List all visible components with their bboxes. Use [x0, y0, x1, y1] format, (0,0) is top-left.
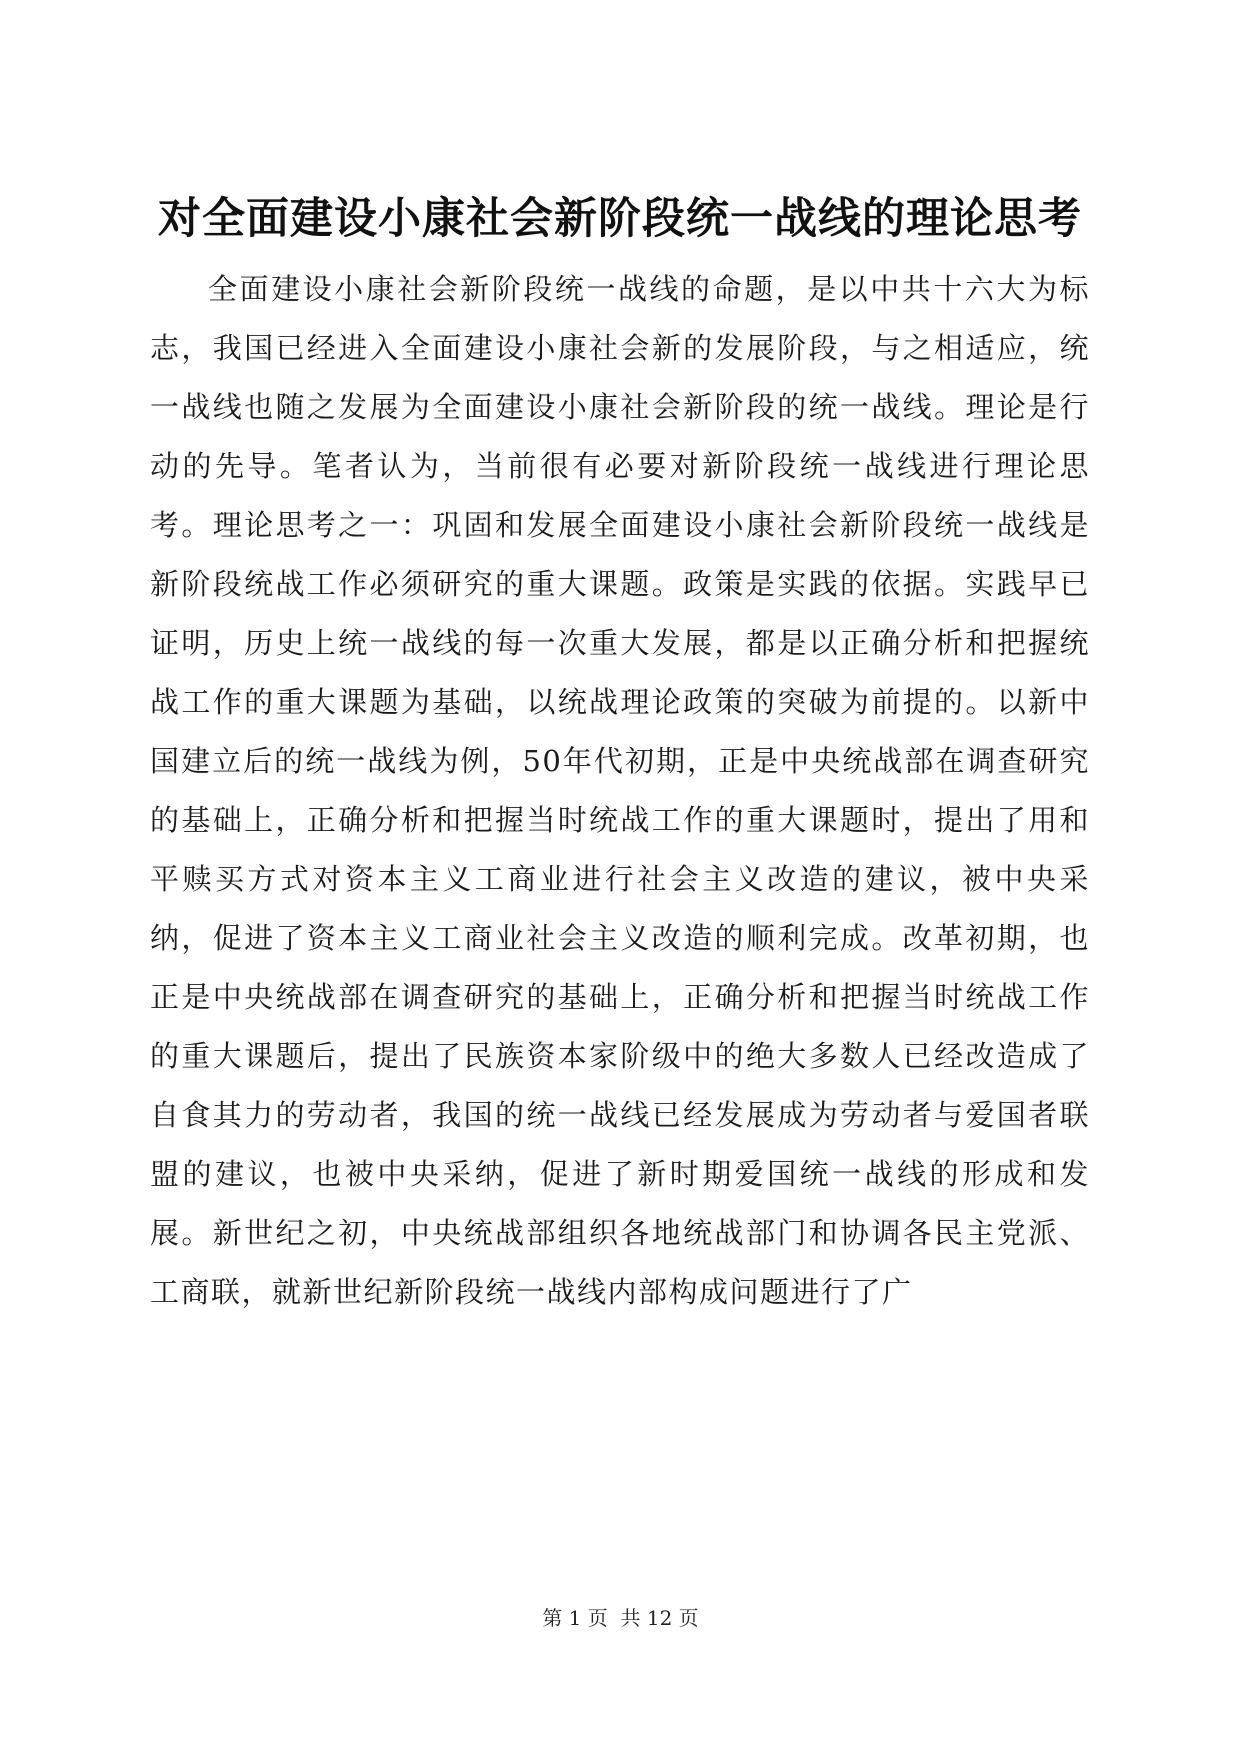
page-number: 第 1 页 [542, 1606, 608, 1630]
page-total: 共 12 页 [620, 1606, 699, 1630]
body-paragraph: 全面建设小康社会新阶段统一战线的命题，是以中共十六大为标志，我国已经进入全面建设小康社会新的发展阶段，与之相适应，统一战线也随之发展为全面建设小康社会新阶段的统一战线。理论是行动的先导。笔者认为，当前很有必要对新阶段统一战线进行理论思考。理论思考之一：巩固和发展全面建设小康社会新阶段统一战线是新阶段统战工作必须研究的重大课题。政策是实践的依据。实践早已证明，历史上统一战线的每一次重大发展，都是以正确分析和把握统战工作的重大课题为基础，以统战理论政策的突破为前提的。以新中国建立后的统一战线为例，50年代初期，正是中央统战部在调查研究的基础上，正确分析和把握当时统战工作的重大课题时，提出了用和平赎买方式对资本主义工商业进行社会主义改造的建议，被中央采纳，促进了资本主义工商业社会主义改造的顺利完成。改革初期，也正是中央统战部在调查研究的基础上，正确分析和把握当时统战工作的重大课题后，提出了民族资本家阶级中的绝大多数人已经改造成了自食其力的劳动者，我国的统一战线已经发展成为劳动者与爱国者联盟的建议，也被中央采纳，促进了新时期爱国统一战线的形成和发展。新世纪之初，中央统战部组织各地统战部门和协调各民主党派、工商联，就新世纪新阶段统一战线内部构成问题进行了广 [150, 272, 1090, 1309]
page-footer [0, 1605, 1241, 1631]
document-title: 对全面建设小康社会新阶段统一战线的理论思考 [158, 194, 1082, 244]
